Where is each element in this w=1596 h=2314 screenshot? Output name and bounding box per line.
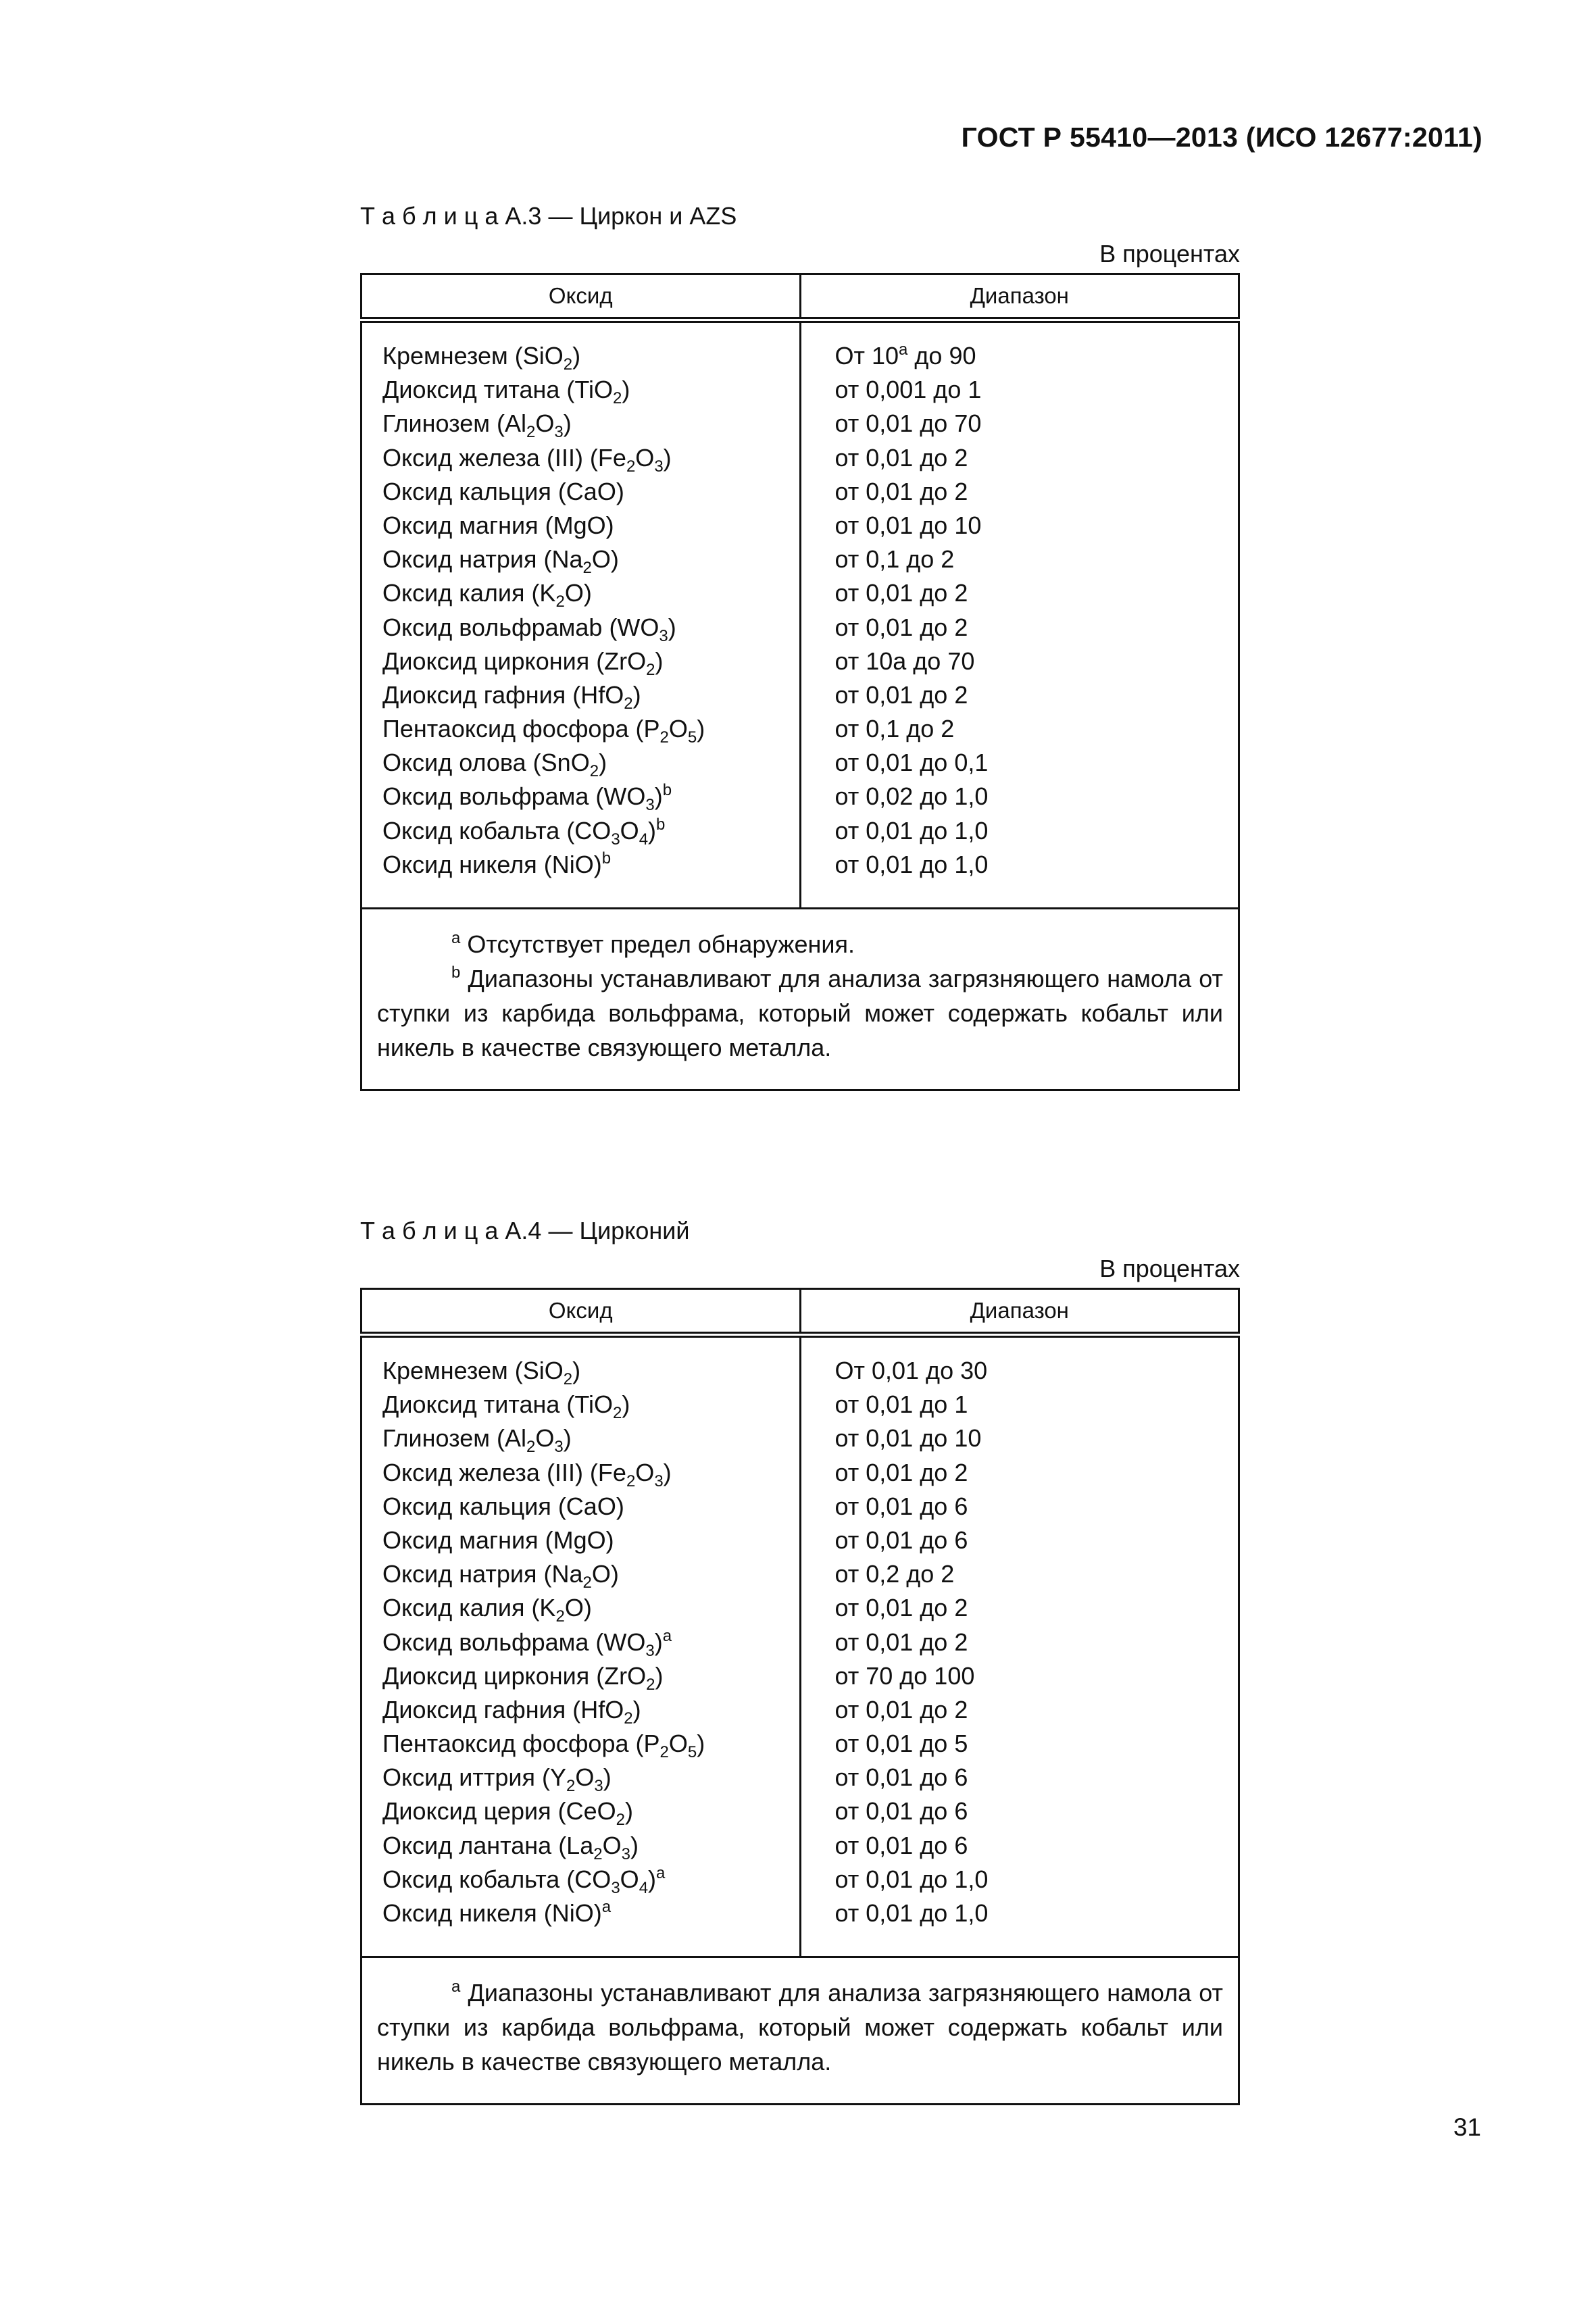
oxide-name: Оксид натрия $(Na_2O)$ [382,1560,619,1592]
table-notes [361,909,1239,1090]
oxide-range: от 0,01 до 2 [834,1458,968,1486]
oxide-range: От 10$^a$ до 90 [834,341,976,370]
oxide-name: Глинозем $(Al_2O_3)$ [382,1424,572,1457]
oxide-name: Диоксид гафния (HfO$_2$) [382,1695,641,1728]
oxide-name: Пентаоксид фосфора $(P_2O_5)$ [382,715,705,747]
oxide-range: от 0,01 до 1,0 [834,816,989,845]
oxide-name: Оксид лантана $(La_2O_3)$ [382,1831,639,1863]
oxide-range: от 0,2 до 2 [834,1560,955,1588]
oxide-name: Оксид никеля (NiO)$^a$ [382,1898,612,1927]
table-a4 [360,1216,1240,2105]
oxide-name: Оксид вольфрамаb $(WO_3)$ [382,613,676,645]
oxide-range: от 0,01 до 2 [834,579,968,607]
table-notes [361,1957,1239,2105]
oxide-name: Оксид магния (MgO) [382,1526,614,1554]
oxide-range: от 0,01 до 2 [834,1695,968,1724]
oxide-range: от 0,01 до 2 [834,613,968,641]
oxide-range: от 0,01 до 2 [834,1594,968,1622]
oxide-name: Оксид кальция (CaO) [382,477,624,505]
oxide-name: Оксид калия $(K_2O)$ [382,579,592,611]
oxide-name: Оксид никеля (NiO)$^b$ [382,849,612,878]
oxide-column [361,1335,801,1957]
column-header-range: Диапазон [800,1289,1239,1335]
oxide-name: Оксид железа (III) $(Fe_2O_3)$ [382,443,672,476]
oxide-column [361,320,801,909]
oxide-name: Оксид магния (MgO) [382,511,614,539]
page-number: 31 [1453,2113,1481,2141]
oxide-name: Диоксид титана (TiO$_2$) [382,376,630,408]
table-caption: Т а б л и ц а А.4 — Цирконий [360,1217,690,1244]
footnote: $^b$ Диапазоны устанавливают для анализа загрязняющего намола от ступки из карбида вольфрама, который может содержать кобальт или никель в качестве связующего металла. [377,963,1223,1061]
oxide-name: Глинозем $(Al_2O_3)$ [382,409,572,442]
table-units: В процентах [1099,1255,1240,1282]
oxide-name: Оксид железа (III) $(Fe_2O_3)$ [382,1458,672,1490]
oxide-name: Оксид вольфрама $(WO_3)^a$ [382,1626,672,1660]
oxide-range: от 70 до 100 [834,1661,975,1690]
oxide-range: От 0,01 до 30 [834,1357,988,1384]
oxide-name: Диоксид церия (CeO$_2$) [382,1797,634,1830]
oxide-range: от 0,01 до 10 [834,1424,982,1453]
oxide-name: Пентаоксид фосфора $(P_2O_5)$ [382,1730,705,1762]
oxide-name: Кремнезем (SiO$_2$) [382,342,581,374]
oxide-range: от 10a до 70 [834,647,975,675]
oxide-name: Диоксид циркония (ZrO$_2$) [382,647,664,679]
oxide-range: от 0,01 до 2 [834,477,968,505]
oxide-range: от 0,01 до 2 [834,443,968,472]
oxide-range: от 0,01 до 6 [834,1492,968,1520]
oxide-name: Оксид калия $(K_2O)$ [382,1594,592,1626]
oxide-range: от 0,1 до 2 [834,545,955,574]
oxide-range: от 0,01 до 5 [834,1730,968,1758]
oxide-range: от 0,1 до 2 [834,715,955,743]
oxide-name: Оксид кобальта $(CO_3O_4)^b$ [382,815,666,849]
oxide-range: от 0,01 до 2 [834,1628,968,1656]
oxide-name: Оксид кальция (CaO) [382,1492,624,1520]
oxide-range: от 0,01 до 1,0 [834,850,989,878]
footnote: $^a$ Диапазоны устанавливают для анализа загрязняющего намола от ступки из карбида вольфрама, который может содержать кобальт или никель в качестве связующего металла. [377,1978,1223,2076]
range-column [800,1335,1239,1957]
oxide-range: от 0,01 до 1,0 [834,1865,989,1893]
oxide-range: от 0,01 до 2 [834,680,968,709]
oxide-name: Оксид вольфрама $(WO_3)^b$ [382,781,672,815]
oxide-range: от 0,02 до 1,0 [834,782,989,811]
oxide-table [360,1288,1240,2105]
oxide-range: от 0,01 до 6 [834,1797,968,1826]
column-header-oxide: Оксид [361,274,801,320]
table-units: В процентах [1099,240,1240,268]
oxide-name: Кремнезем (SiO$_2$) [382,1357,581,1388]
column-header-oxide: Оксид [361,1289,801,1335]
oxide-range: от 0,01 до 6 [834,1526,968,1554]
table-a3 [360,201,1240,1091]
oxide-range: от 0,01 до 1 [834,1390,968,1419]
oxide-name: Оксид натрия $(Na_2O)$ [382,545,619,578]
oxide-name: Оксид кобальта $(CO_3O_4)^a$ [382,1863,666,1897]
oxide-range: от 0,01 до 70 [834,409,982,438]
oxide-name: Оксид олова (SnO$_2$) [382,749,607,781]
oxide-range: от 0,01 до 6 [834,1763,968,1792]
oxide-name: Диоксид циркония (ZrO$_2$) [382,1661,664,1694]
document-header: ГОСТ Р 55410—2013 (ИСО 12677:2011) [961,122,1482,153]
oxide-table [360,273,1240,1091]
oxide-range: от 0,01 до 0,1 [834,749,989,777]
oxide-name: Диоксид титана (TiO$_2$) [382,1390,630,1423]
oxide-name: Диоксид гафния (HfO$_2$) [382,680,641,713]
oxide-name: Оксид иттрия $(Y_2O_3)$ [382,1763,612,1796]
oxide-range: от 0,01 до 10 [834,511,982,539]
footnote: $^a$ Отсутствует предел обнаружения. [451,929,855,958]
oxide-range: от 0,001 до 1 [834,376,982,404]
range-column [800,320,1239,909]
oxide-range: от 0,01 до 1,0 [834,1899,989,1927]
table-caption: Т а б л и ц а А.3 — Циркон и AZS [360,202,737,230]
oxide-range: от 0,01 до 6 [834,1831,968,1859]
column-header-range: Диапазон [800,274,1239,320]
